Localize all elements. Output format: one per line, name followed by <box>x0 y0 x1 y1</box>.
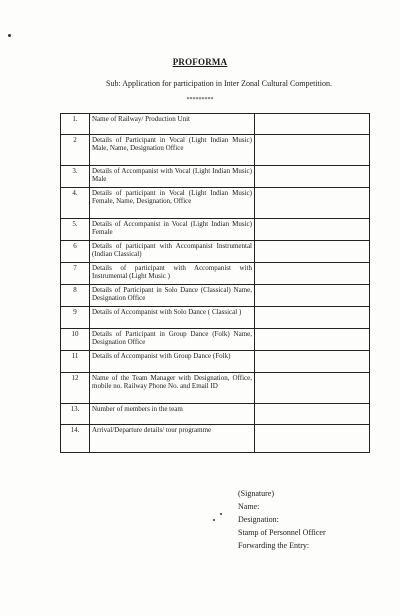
designation-label: Designation: <box>238 515 279 524</box>
row-number: 3. <box>61 166 90 188</box>
row-number: 11 <box>61 351 90 373</box>
table-row <box>61 114 370 135</box>
row-entry-field[interactable] <box>255 307 370 329</box>
row-entry-field[interactable] <box>255 351 370 373</box>
name-label: Name: <box>238 502 260 511</box>
table-row <box>61 188 370 219</box>
row-number: 6 <box>61 241 90 263</box>
subject-line: Sub: Application for participation in Inter Zonal Cultural Competition. <box>106 79 332 88</box>
row-description: Details of participant in Vocal (Light Indian Music) Female, Name, Designation, Office <box>90 188 255 219</box>
table-row <box>61 285 370 307</box>
row-number: 14. <box>61 425 90 453</box>
table-row <box>61 425 370 453</box>
stamp-label: Stamp of Personnel Officer <box>238 528 326 537</box>
document-title: PROFORMA <box>172 57 228 67</box>
row-description: Name of the Team Manager with Designation, Office, mobile no. Railway Phone No. and Email ID <box>90 373 255 404</box>
table-row <box>61 373 370 404</box>
signature-label: (Signature) <box>238 489 274 498</box>
table-row <box>61 263 370 285</box>
table-row <box>61 219 370 241</box>
row-entry-field[interactable] <box>255 241 370 263</box>
row-description: Details of Accompanist with Vocal (Light Indian Music) Male <box>90 166 255 188</box>
row-number: 1. <box>61 114 90 135</box>
row-description: Details of Accompanist with Group Dance (Folk) <box>90 351 255 373</box>
table-row <box>61 351 370 373</box>
separator-stars: ********* <box>186 97 214 103</box>
row-entry-field[interactable] <box>255 114 370 135</box>
row-entry-field[interactable] <box>255 425 370 453</box>
row-number: 7 <box>61 263 90 285</box>
forwarding-label: Forwarding the Entry: <box>238 541 310 550</box>
row-entry-field[interactable] <box>255 188 370 219</box>
table-row <box>61 241 370 263</box>
row-number: 12 <box>61 373 90 404</box>
row-description: Details of Accompanist with Solo Dance ( Classical ) <box>90 307 255 329</box>
table-row <box>61 135 370 166</box>
row-entry-field[interactable] <box>255 329 370 351</box>
row-description: Details of participant with Accompanist Instrumental (Indian Classical) <box>90 241 255 263</box>
row-number: 5. <box>61 219 90 241</box>
table-row <box>61 404 370 425</box>
row-entry-field[interactable] <box>255 166 370 188</box>
table-row <box>61 166 370 188</box>
row-description: Details of Participant in Solo Dance (Classical) Name, Designation Office <box>90 285 255 307</box>
row-description: Details of participant with Accompanist with Instrumental (Light Music ) <box>90 263 255 285</box>
row-number: 9 <box>61 307 90 329</box>
row-description: Name of Railway/ Production Unit <box>90 114 255 135</box>
row-description: Number of members in the team <box>90 404 255 425</box>
row-entry-field[interactable] <box>255 285 370 307</box>
row-description: Details of Participant in Vocal (Light Indian Music) Male, Name, Designation Office <box>90 135 255 166</box>
scan-speck <box>8 34 11 37</box>
row-number: 10 <box>61 329 90 351</box>
row-description: Details of Accompanist in Vocal (Light Indian Music) Female <box>90 219 255 241</box>
row-number: 2 <box>61 135 90 166</box>
row-number: 4. <box>61 188 90 219</box>
scan-speck <box>220 513 222 515</box>
row-number: 8 <box>61 285 90 307</box>
table-row <box>61 329 370 351</box>
row-description: Details of Participant in Group Dance (Folk) Name, Designation Office <box>90 329 255 351</box>
row-description: Arrival/Departure details/ tour programme <box>90 425 255 453</box>
proforma-table <box>60 113 370 453</box>
row-entry-field[interactable] <box>255 263 370 285</box>
row-entry-field[interactable] <box>255 135 370 166</box>
row-entry-field[interactable] <box>255 219 370 241</box>
row-entry-field[interactable] <box>255 373 370 404</box>
table-row <box>61 307 370 329</box>
signature-block <box>238 487 326 552</box>
row-number: 13. <box>61 404 90 425</box>
row-entry-field[interactable] <box>255 404 370 425</box>
scan-speck <box>213 519 215 521</box>
